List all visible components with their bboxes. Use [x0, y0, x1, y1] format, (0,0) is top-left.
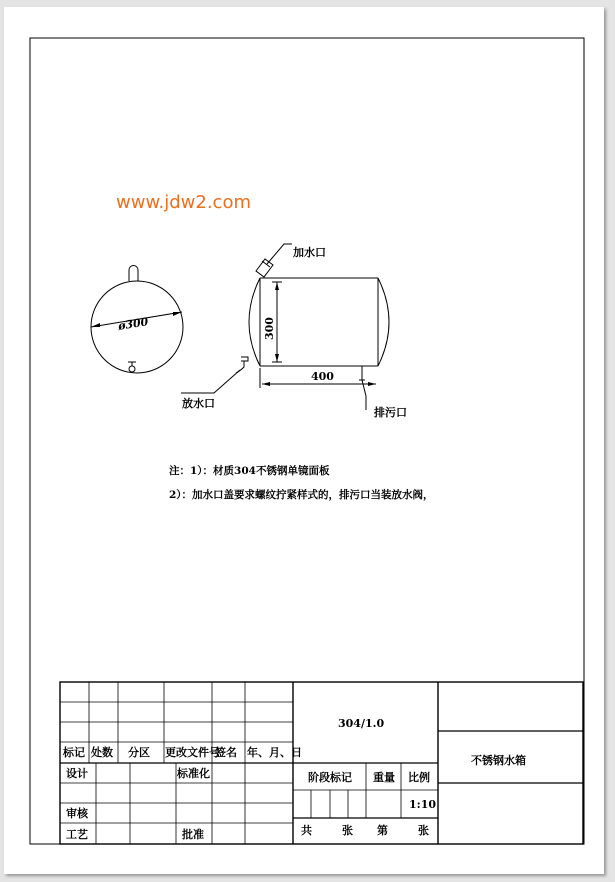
review-label: 审核 [66, 807, 88, 820]
tank-right-head [378, 278, 389, 366]
drain-port-pipe [236, 357, 248, 373]
waste-port-label: 排污口 [374, 406, 407, 419]
rev-header-zone: 分区 [128, 746, 150, 759]
drawing-border [30, 38, 584, 844]
length-dimension-label: 400 [311, 370, 334, 383]
sheet-total-label: 共 [301, 824, 312, 837]
watermark-text: www.jdw2.com [116, 192, 251, 213]
product-name: 不锈钢水箱 [471, 754, 526, 767]
drain-port-label: 放水口 [182, 397, 215, 410]
end-view-top-pipe [129, 266, 138, 282]
drawing-sheet [4, 7, 604, 874]
rev-header-docno: 更改文件号 [165, 746, 220, 759]
rev-header-sign: 签名 [215, 746, 237, 759]
note-line-2: 2）：加水口盖要求螺纹拧紧样式的，排污口当装放水阀， [169, 489, 434, 501]
fill-port-label: 加水口 [293, 246, 326, 259]
design-label: 设计 [66, 767, 88, 780]
diameter-label: ø300 [117, 315, 150, 333]
rev-header-mark: 标记 [63, 746, 85, 759]
drain-port-leader [181, 370, 240, 393]
scale-value: 1:10 [409, 798, 437, 811]
rev-header-count: 处数 [91, 746, 113, 759]
sheet-num-label: 第 [377, 824, 388, 837]
rev-header-date: 年、月、日 [247, 746, 302, 759]
note-line-1: 注：1）：材质304不锈钢单镜面板 [169, 465, 330, 477]
process-label: 工艺 [66, 828, 88, 841]
engineering-drawing [4, 7, 604, 874]
height-dimension-label: 300 [263, 317, 276, 340]
sheet-unit-1: 张 [342, 824, 353, 837]
weight-label: 重量 [373, 771, 395, 784]
fill-port-fitting [256, 259, 273, 277]
stage-mark-label: 阶段标记 [308, 771, 352, 784]
standardization-label: 标准化 [177, 767, 210, 780]
side-view [181, 244, 389, 410]
drawing-code: 304/1.0 [338, 717, 385, 730]
fill-port-leader [267, 244, 292, 264]
approve-label: 批准 [182, 828, 204, 841]
scale-label: 比例 [408, 771, 430, 784]
tank-left-head [249, 278, 260, 366]
sheet-unit-2: 张 [418, 824, 429, 837]
